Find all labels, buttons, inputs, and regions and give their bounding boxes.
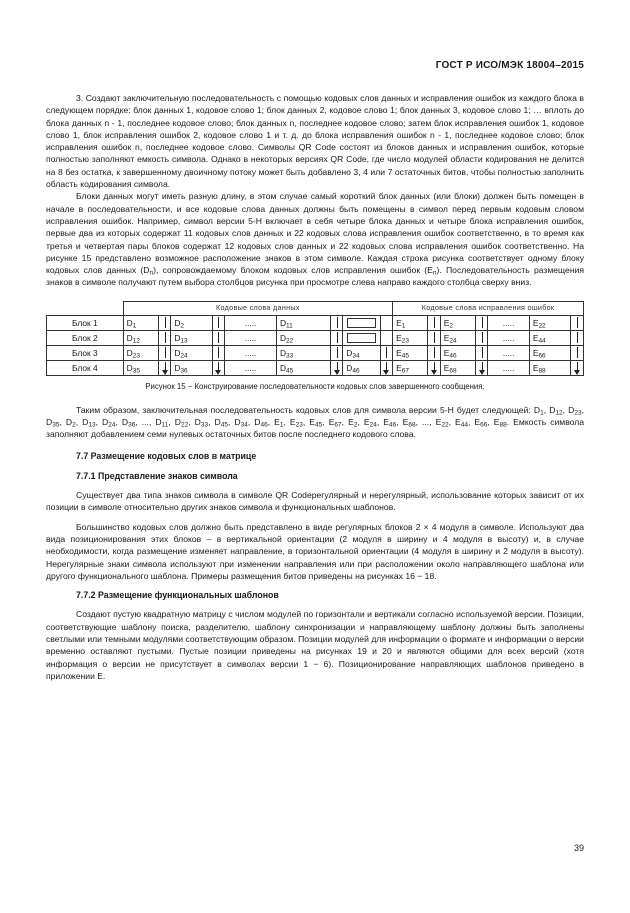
arrow-down-icon [482, 332, 483, 343]
codeword: $D_{22}$ [279, 333, 294, 345]
arrow-cell [571, 361, 584, 376]
arrow-cell [330, 361, 342, 376]
data-cell [276, 331, 330, 346]
codeword: $D_{34}$ [346, 348, 360, 360]
sequence-item: $E_{46}$ [383, 416, 397, 429]
arrow-down-icon [482, 347, 483, 358]
ec-cell [440, 316, 475, 331]
ec-cell [440, 346, 475, 361]
data-cell [123, 361, 158, 376]
data-cell [171, 361, 212, 376]
arrow-cell [330, 346, 342, 361]
arrow-cell [571, 331, 584, 346]
paragraph-5: Большинство кодовых слов должно быть представлено в виде регулярных блоков 2 × 4 модуля в символе. Используют два вида позиционирования этих блоков – в вертикальной ориентации (2 модуля в ширину и 4 модуля в высоту) и, в случае необходимости, когда размещение изменяет направление, в горизонтальной ориентации (4 модуля в ширину и 2 модуля в высоту). Нерегулярные знаки символа используют при изменении направления или при расположении около направляющего шаблона или другого функционального шаблона. Примеры размещения битов приведены на рисунках 16 − 18. [46, 521, 584, 581]
paragraph-2: Блоки данных могут иметь разную длину, в этом случае самый короткий блок данных (или блоки) должен быть помещен в начале в последовательности, и все кодовые слова данных должны быть помещены в символ перед первым кодовым словом исправления ошибок. Например, символ версии 5-H включает в себя четыре блока данных и четыре блока исправления ошибок, первые два из которых содержат 11 кодовых слов данных и 22 кодовых слова исправления ошибок соответственно, в то время как третья и четвертая пары блоков содержат 12 кодовых слов данных и 22 кодовых слова исправления ошибок соответственно. На рисунке 15 представлено возможное расположение знаков в этом символе. Каждая строка рисунка соответствует одному блоку кодовых слов данных $(D_n)$, сопровождаемому блоком кодовых слов исправления ошибок $(E_n)$. Последовательность размещения знаков в символе получают путем выбора столбцов рисунка при просмотре слева направо каждого столбца сверху вниз. [46, 191, 585, 288]
codeword: $D_{11}$ [279, 318, 293, 330]
sequence-item: $E_{66}$ [474, 416, 488, 429]
page-header: ГОСТ Р ИСО/МЭК 18004–2015 [435, 60, 584, 71]
sequence-item: $D_2$ [65, 416, 76, 429]
arrow-down-icon [337, 332, 338, 343]
codeword: $E_{23}$ [396, 333, 409, 345]
table-row [47, 361, 584, 376]
arrow-cell [475, 316, 487, 331]
sequence-item: $D_{34}$ [234, 416, 248, 429]
ec-cell [529, 346, 570, 361]
sequence-item: $E_{44}$ [455, 416, 468, 429]
ec-cell [393, 346, 428, 361]
sequence-item: $D_{23}$ [568, 404, 582, 417]
dots-cell: ..... [488, 316, 529, 331]
table-row [47, 346, 584, 361]
codeword: $E_{45}$ [396, 348, 409, 360]
arrow-cell [212, 316, 224, 331]
sequence-item: $D_{45}$ [214, 416, 228, 429]
sequence-item: $D_{12}$ [549, 404, 563, 417]
arrow-down-icon [577, 332, 578, 343]
data-codewords-header: Кодовые слова данных [123, 301, 392, 316]
data-cell [276, 316, 330, 331]
codeword: $E_{88}$ [532, 363, 546, 375]
dots-cell: ..... [225, 346, 277, 361]
codeword: $E_1$ [396, 318, 406, 330]
block-label: Блок 2 [47, 331, 124, 346]
block-label: Блок 1 [47, 316, 124, 331]
data-cell [343, 361, 380, 376]
ec-cell [529, 316, 570, 331]
paragraph-6: Создают пустую квадратную матрицу с числом модулей по горизонтали и вертикали согласно используемой версии. Позиции, соответствующие шаблону поиска, разделителю, шаблону синхронизации и направляющему шаблону должны быть заполнены светлыми или темными модулями соответствующим образом. Позиции модулей для информации о формате и информации о версии временно оставляют пустыми. Пустые позиции приведены на рисунках 19 и 20 и являются общими для всех версий (хотя информация о версии не присутствует в символах версии 1 − 6). Позиционирование направляющих шаблонов приведено в приложении Е. [46, 609, 584, 681]
arrow-down-icon [434, 347, 435, 358]
arrow-cell [428, 346, 440, 361]
data-cell [343, 316, 380, 331]
arrow-cell [380, 316, 393, 331]
codeword: $E_{24}$ [443, 333, 457, 345]
block-label: Блок 3 [47, 346, 124, 361]
ec-cell [393, 361, 428, 376]
ec-cell [393, 316, 428, 331]
arrow-cell [475, 361, 487, 376]
figure-caption: Рисунок 15 − Конструирование последовательности кодовых слов завершенного сообщения. [145, 382, 485, 392]
codeword: $E_{46}$ [443, 348, 457, 360]
sequence-item: ... [422, 416, 430, 427]
section-7-7-2-heading: 7.7.2 Размещение функциональных шаблонов [76, 590, 279, 601]
arrow-down-icon [165, 332, 166, 343]
arrow-head-icon [383, 370, 389, 375]
arrow-down-icon [165, 347, 166, 358]
ec-cell [529, 361, 570, 376]
arrow-cell [212, 361, 224, 376]
sequence-item: $D_{11}$ [155, 416, 169, 429]
sequence-item: $D_{33}$ [194, 416, 209, 429]
dots-cell: ..... [225, 316, 277, 331]
codeword: $D_{45}$ [279, 363, 294, 375]
arrow-down-icon [165, 317, 166, 328]
ec-cell [529, 331, 570, 346]
arrow-head-icon [162, 370, 168, 375]
codeword-sequence: $D_1$, $D_{12}$, $D_{23}$, $D_{35}$, $D_2$, $D_{13}$, $D_{24}$, $D_{36}$, ..., $D_{11}$, $D_{22}$, $D_{33}$, $D_{45}$, $D_{34}$, $D_{46}$, $E_1$, $E_{23}$, $E_{45}$, $E_{67}$, $E_2$, $E_{24}$, $E_{46}$, $E_{68}$, ..., $E_{22}$, $E_{44}$, $E_{66}$, $E_{88}$ [46, 404, 585, 429]
sequence-item: $E_{24}$ [363, 416, 377, 429]
codeword: $E_{44}$ [532, 333, 546, 345]
codeword-table [46, 301, 584, 377]
codeword: $D_{13}$ [174, 333, 188, 345]
dots-cell: ..... [488, 361, 529, 376]
arrow-down-icon [434, 332, 435, 343]
codeword: $D_{24}$ [174, 348, 188, 360]
codeword: $D_{33}$ [279, 348, 294, 360]
sequence-item: $D_{24}$ [102, 416, 116, 429]
arrow-cell [571, 346, 584, 361]
arrow-cell [330, 316, 342, 331]
codeword: $E_{68}$ [443, 363, 457, 375]
arrow-down-icon [218, 332, 219, 343]
arrow-down-icon [386, 347, 387, 358]
codeword: $D_1$ [126, 318, 137, 330]
data-cell [123, 331, 158, 346]
figure-15 [46, 301, 584, 394]
codeword: $D_{36}$ [174, 363, 188, 375]
sequence-item: $D_{36}$ [121, 416, 136, 429]
arrow-down-icon [482, 317, 483, 328]
arrow-cell [571, 316, 584, 331]
arrow-cell [158, 331, 170, 346]
dots-cell: ..... [225, 331, 277, 346]
paragraph-4: Существует два типа знаков символа в символе QR Codeрегулярный и нерегулярный, использование которых зависит от их позиции в символе относительно других знаков символа и функциональных шаблонов. [46, 490, 584, 513]
arrow-down-icon [337, 347, 338, 358]
codeword: $D_{46}$ [346, 363, 360, 375]
codeword: $D_{35}$ [126, 363, 140, 375]
sequence-item: $E_1$ [274, 416, 284, 429]
sequence-item: $E_{67}$ [328, 416, 342, 429]
arrow-head-icon [334, 370, 340, 375]
dots-cell: ..... [488, 346, 529, 361]
arrow-head-icon [431, 370, 437, 375]
arrow-down-icon [577, 317, 578, 328]
table-row [47, 331, 584, 346]
ec-cell [440, 331, 475, 346]
sequence-item: $D_1$ [533, 404, 544, 417]
sequence-item: $D_{22}$ [174, 416, 189, 429]
arrow-cell [330, 331, 342, 346]
arrow-down-icon [218, 317, 219, 328]
arrow-cell [158, 346, 170, 361]
table-row [47, 316, 584, 331]
data-cell [171, 346, 212, 361]
arrow-cell [380, 361, 393, 376]
section-7-7-heading: 7.7 Размещение кодовых слов в матрице [76, 451, 257, 462]
arrow-cell [380, 331, 393, 346]
codeword: $E_{67}$ [396, 363, 409, 375]
sequence-item: $E_{88}$ [493, 416, 507, 429]
sequence-item: $E_{22}$ [435, 416, 449, 429]
data-cell [343, 331, 380, 346]
sequence-item: $E_{45}$ [309, 416, 323, 429]
sequence-item: $E_2$ [348, 416, 358, 429]
arrow-cell [428, 361, 440, 376]
arrow-head-icon [215, 370, 221, 375]
sequence-item: $D_{13}$ [82, 416, 96, 429]
arrow-cell [158, 316, 170, 331]
paragraph-3: Таким образом, заключительная последовательность кодовых слов для символа версии 5-H будет следующей: $D_1$, $D_{12}$, $D_{23}$, $D_{35}$, $D_2$, $D_{13}$, $D_{24}$, $D_{36}$, ..., $D_{11}$, $D_{22}$, $D_{33}$, $D_{45}$, $D_{34}$, $D_{46}$, $E_1$, $E_{23}$, $E_{45}$, $E_{67}$, $E_2$, $E_{24}$, $E_{46}$, $E_{68}$, ..., $E_{22}$, $E_{44}$, $E_{66}$, $E_{88}$. Емкость символа заполняют добавлением семи нулевых остаточных битов после последнего кодового слова. [46, 404, 585, 440]
data-cell [171, 316, 212, 331]
dots-cell: ..... [488, 331, 529, 346]
sequence-item: $E_{23}$ [289, 416, 303, 429]
arrow-cell [475, 331, 487, 346]
arrow-head-icon [479, 370, 485, 375]
codeword: $E_2$ [443, 318, 453, 330]
data-cell [276, 361, 330, 376]
codeword: $E_{22}$ [532, 318, 546, 330]
data-cell [123, 346, 158, 361]
ec-cell [393, 331, 428, 346]
arrow-cell [212, 346, 224, 361]
ec-codewords-header: Кодовые слова исправления ошибок [393, 301, 584, 316]
sequence-item: ... [141, 416, 149, 427]
section-7-7-1-heading: 7.7.1 Представление знаков символа [76, 470, 238, 481]
sequence-item: $E_{68}$ [402, 416, 416, 429]
data-cell [343, 346, 380, 361]
arrow-cell [158, 361, 170, 376]
arrow-down-icon [218, 347, 219, 358]
sequence-item: $D_{35}$ [46, 416, 60, 429]
data-cell [123, 316, 158, 331]
ec-cell [440, 361, 475, 376]
arrow-cell [212, 331, 224, 346]
arrow-down-icon [434, 317, 435, 328]
arrow-cell [428, 316, 440, 331]
dots-cell: ..... [225, 361, 277, 376]
block-label: Блок 4 [47, 361, 124, 376]
arrow-down-icon [337, 317, 338, 328]
data-cell [171, 331, 212, 346]
codeword: $D_{12}$ [126, 333, 140, 345]
codeword: $D_{23}$ [126, 348, 140, 360]
codeword: $E_{66}$ [532, 348, 546, 360]
codeword: $D_2$ [174, 318, 184, 330]
arrow-down-icon [577, 347, 578, 358]
arrow-cell [380, 346, 393, 361]
data-cell [276, 346, 330, 361]
arrow-cell [428, 331, 440, 346]
paragraph-1: 3. Создают заключительную последовательность с помощью кодовых слов данных и исправления ошибок из каждого блока в следующем порядке: блок данных 1, кодовое слово 1; блок данных 2, кодовое слово 1; блок данных 3, кодовое слово 1; … вплоть до блока данных n - 1, последнее кодовое слово; блок данных n, последнее кодовое слово; затем блок исправления ошибок 1, кодовое слово 1, блок исправления ошибок 2, кодовое слово 1 и т. д. до блока исправления ошибок n - 1, последнее кодовое слово; блок исправления ошибок n, последнее кодовое слово. Символы QR Code состоят из блоков данных и исправления ошибок, которые полностью заполняют емкость символа. Однако в некоторых версиях QR Code, где число модулей области кодирования не делится на 8 без остатка, к завершенному двоичному потоку может быть добавлено 3, 4 или 7 остаточных битов, чтобы полностью заполнить область кодирования символа. [46, 93, 584, 190]
arrow-head-icon [574, 370, 580, 375]
page-content [46, 92, 584, 682]
page-number: 39 [573, 843, 584, 853]
arrow-cell [475, 346, 487, 361]
sequence-item: $D_{46}$ [254, 416, 268, 429]
